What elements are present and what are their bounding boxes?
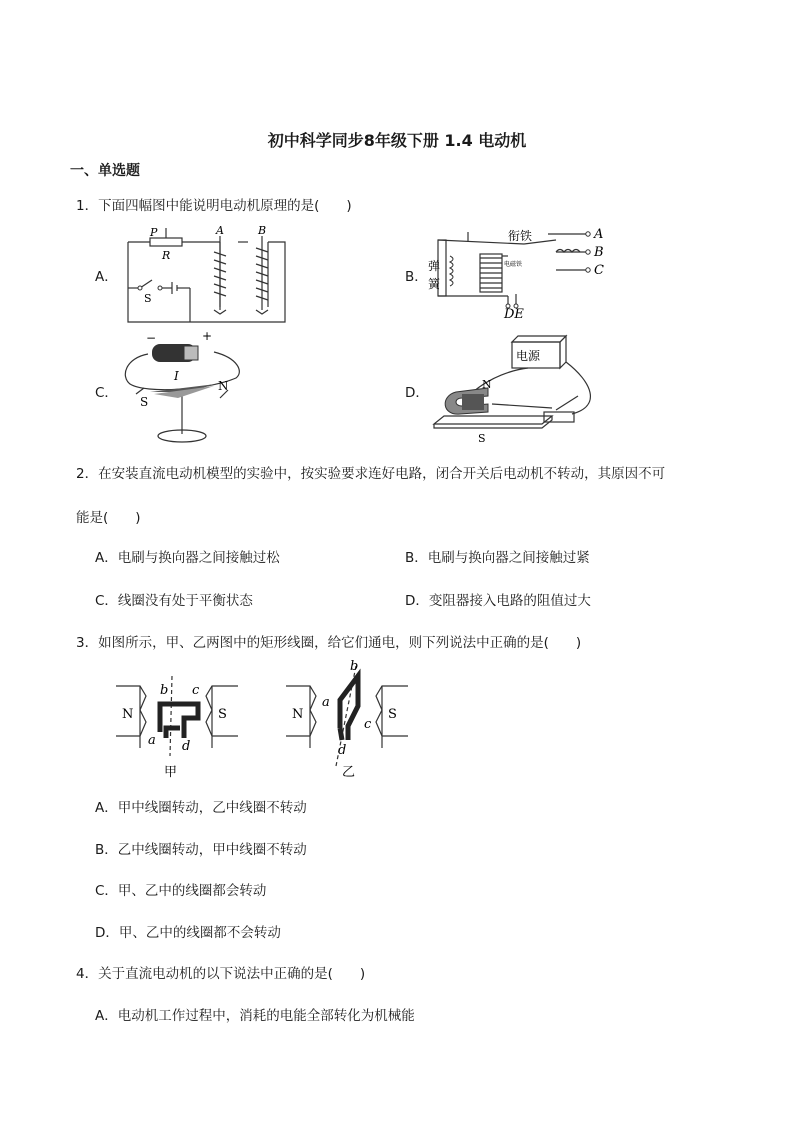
q2-option-c: C．线圈没有处于平衡状态	[95, 593, 253, 609]
jia-a: a	[148, 733, 156, 748]
fig-a-p: P	[150, 226, 158, 239]
section-heading: 一、单选题	[70, 163, 140, 179]
q2-stem-line1: 2．在安装直流电动机模型的实验中，按实验要求连好电路，闭合开关后电动机不转动，其原因不可	[76, 466, 666, 482]
q1-label-d: D．	[405, 385, 429, 401]
q1-stem: 1．下面四幅图中能说明电动机原理的是( )	[76, 198, 352, 214]
q3-figure-jia	[112, 656, 242, 780]
yi-a: a	[322, 695, 330, 710]
q3-option-a: A．甲中线圈转动，乙中线圈不转动	[95, 800, 307, 816]
yi-caption: 乙	[342, 765, 356, 780]
page-title: 初中科学同步8年级下册 1.4 电动机	[267, 131, 527, 150]
jia-s: S	[218, 707, 227, 722]
q1-label-a: A．	[95, 269, 118, 285]
jia-d: d	[182, 739, 191, 754]
fig-d-n: N	[482, 378, 492, 391]
yi-d: d	[338, 743, 347, 758]
fig-c-s: S	[140, 395, 149, 409]
yi-n: N	[292, 707, 304, 722]
fig-d-s: S	[478, 432, 486, 445]
fig-d-power: 电源	[516, 349, 541, 363]
fig-a-r: R	[162, 249, 171, 262]
q4-option-a: A．电动机工作过程中，消耗的电能全部转化为机械能	[95, 1008, 415, 1024]
fig-b-c: C	[594, 263, 604, 278]
q1-figure-a	[110, 222, 290, 322]
jia-n: N	[122, 707, 134, 722]
fig-b-a: A	[594, 227, 604, 242]
fig-c-i: I	[174, 369, 179, 383]
jia-c: c	[192, 683, 200, 698]
fig-a-b: B	[258, 224, 267, 237]
q1-figure-b	[428, 226, 618, 322]
q2-stem-line2: 能是( )	[76, 510, 141, 526]
q3-figure-yi	[282, 656, 412, 780]
fig-a-s: S	[144, 292, 152, 305]
fig-b-magnet: 电磁铁	[504, 261, 523, 268]
fig-b-spring1: 弹	[428, 259, 441, 273]
jia-caption: 甲	[164, 765, 178, 780]
fig-b-de: DE	[504, 307, 524, 322]
fig-c-n: N	[218, 379, 229, 393]
q3-stem: 3．如图所示，甲、乙两图中的矩形线圈，给它们通电，则下列说法中正确的是( )	[76, 635, 582, 651]
q1-label-b: B．	[405, 269, 428, 285]
q1-label-c: C．	[95, 385, 118, 401]
fig-c-minus: −	[146, 331, 157, 345]
q1-figure-d	[432, 332, 607, 444]
q3-option-c: C．甲、乙中的线圈都会转动	[95, 883, 267, 899]
fig-c-plus: +	[202, 329, 213, 343]
yi-c: c	[364, 717, 372, 732]
yi-s: S	[388, 707, 397, 722]
q1-figure-c	[118, 328, 248, 446]
q3-option-b: B．乙中线圈转动，甲中线圈不转动	[95, 842, 307, 858]
q4-stem: 4．关于直流电动机的以下说法中正确的是( )	[76, 966, 366, 982]
jia-b: b	[160, 683, 169, 698]
q3-option-d: D．甲、乙中的线圈都不会转动	[95, 925, 281, 941]
fig-b-armature: 衔铁	[508, 229, 533, 243]
q2-option-a: A．电刷与换向器之间接触过松	[95, 550, 280, 566]
q2-option-b: B．电刷与换向器之间接触过紧	[405, 550, 590, 566]
q2-option-d: D．变阻器接入电路的阻值过大	[405, 593, 591, 609]
fig-a-a: A	[216, 224, 224, 237]
fig-b-spring2: 簧	[428, 277, 441, 291]
yi-b: b	[350, 659, 359, 674]
fig-b-b: B	[594, 245, 604, 260]
